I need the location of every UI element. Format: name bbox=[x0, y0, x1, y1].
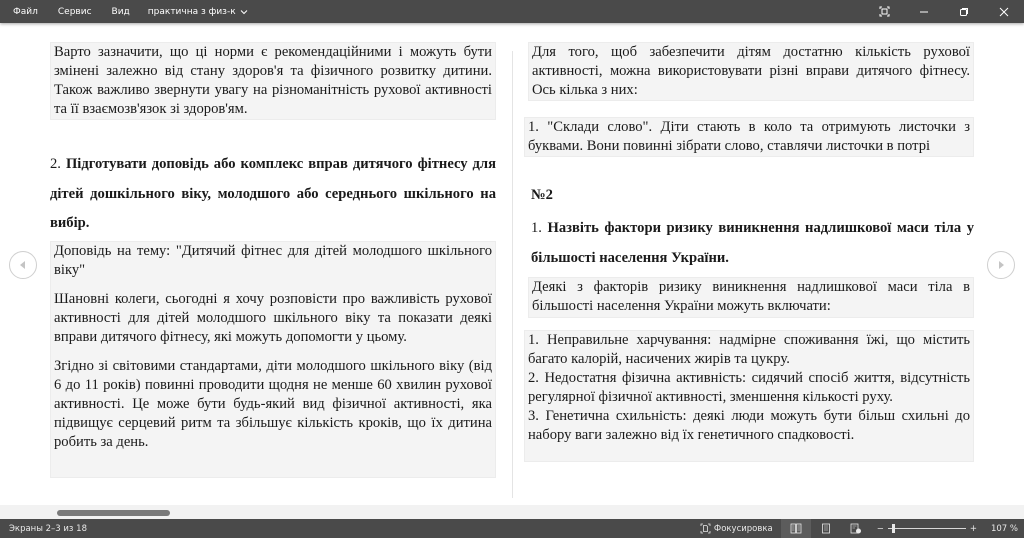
zoom-out-button[interactable]: − bbox=[876, 523, 884, 534]
triangle-left-icon bbox=[18, 260, 28, 270]
zoom-level: 107 % bbox=[990, 523, 1018, 534]
fullscreen-button[interactable] bbox=[864, 0, 904, 23]
chevron-down-icon bbox=[240, 8, 248, 16]
text-block bbox=[528, 277, 974, 318]
report-block bbox=[50, 241, 496, 478]
zoom-slider-thumb[interactable] bbox=[892, 524, 895, 533]
text-block bbox=[50, 42, 496, 120]
two-page-view-button[interactable] bbox=[781, 519, 811, 538]
paragraph: Шановні колеги, сьогодні я хочу розповісти про важливість рухової активності для дітей молодшого шкільного віку та показати деякі вправи дитячого фітнесу, які можуть допомогти у цьому. bbox=[54, 291, 492, 345]
top-menu-bar bbox=[0, 0, 1024, 23]
page-divider bbox=[512, 51, 513, 498]
list-item: 1. Неправильне харчування: надмірне споживання їжі, що містить багато калорій, насичених жирів та цукру. bbox=[528, 332, 970, 367]
document-title-dropdown[interactable] bbox=[140, 0, 258, 23]
window-controls bbox=[864, 0, 1024, 23]
heading-text: Назвіть фактори ризику виникнення надлишкової маси тіла у більшості населення України. bbox=[531, 220, 975, 266]
list-item: 3. Генетична схильність: деякі люди можуть бути більш схильні до набору ваги залежно від їх генетичного спадковості. bbox=[528, 408, 970, 443]
zoom-slider[interactable] bbox=[888, 528, 966, 529]
heading-number: 1. bbox=[531, 220, 548, 236]
focus-mode-button[interactable] bbox=[692, 519, 781, 538]
paragraph: 1. "Склади слово". Діти стають в коло та отримують листочки з буквами. Вони повинні зібрати слово, ставлячи листочки в потрі bbox=[528, 119, 970, 154]
risk-factors-list bbox=[524, 330, 974, 462]
heading-text: Підготувати доповідь або комплекс вправ дитячого фітнесу для дітей дошкільного віку, молодшого або середнього шкільного на вибір. bbox=[50, 156, 497, 231]
close-icon bbox=[999, 7, 1009, 17]
menu-file[interactable]: Файл bbox=[13, 6, 38, 17]
section-label: №2 bbox=[531, 187, 553, 203]
single-page-view-button[interactable] bbox=[811, 519, 841, 538]
paragraph: Для того, щоб забезпечити дітям достатню кількість рухової активності, можна використовувати різні вправи дитячого фітнесу. Ось кілька з них: bbox=[532, 44, 970, 98]
zoom-control bbox=[871, 524, 983, 534]
zoom-in-button[interactable]: + bbox=[969, 523, 977, 534]
text-block bbox=[528, 42, 974, 101]
paragraph: Деякі з факторів ризику виникнення надлишкової маси тіла в більшості населення України можуть включати: bbox=[532, 279, 970, 314]
task-heading bbox=[531, 213, 974, 273]
right-page bbox=[524, 23, 974, 498]
exercise-block bbox=[524, 117, 974, 157]
minimize-icon bbox=[919, 7, 929, 17]
focus-icon bbox=[700, 523, 711, 534]
paragraph: Згідно зі світовими стандартами, діти молодшого шкільного віку (від 6 до 11 років) повинні проводити щодня не менше 60 хвилин рухової активності. Це може бути будь-який вид фізичної активності, яка підвищує серцевий ритм та збільшує кількість кроків, що їх дитина робить за день. bbox=[54, 358, 492, 450]
focus-label: Фокусировка bbox=[713, 523, 773, 534]
paragraph: Варто зазначити, що ці норми є рекомендаційними і можуть бути змінені залежно від стану здоров'я та фізичного розвитку дитини. Також важливо звернути увагу на різноманітність рухової активності та її взаємозв'язок зі здоров'ям. bbox=[54, 44, 492, 117]
page-indicator: Экраны 2–3 из 18 bbox=[9, 523, 87, 534]
triangle-right-icon bbox=[996, 260, 1006, 270]
open-book-icon bbox=[790, 523, 802, 534]
page-icon bbox=[821, 523, 831, 534]
menu-service[interactable]: Сервис bbox=[57, 6, 92, 17]
previous-page-button[interactable] bbox=[9, 251, 37, 279]
horizontal-scrollbar[interactable] bbox=[0, 505, 1024, 519]
scrollbar-thumb[interactable] bbox=[57, 510, 170, 516]
paragraph: Доповідь на тему: "Дитячий фітнес для дітей молодшого шкільного віку" bbox=[54, 243, 492, 278]
left-page bbox=[50, 23, 496, 498]
restore-icon bbox=[959, 7, 969, 17]
close-button[interactable] bbox=[984, 0, 1024, 23]
document-title: практична з физ-к bbox=[147, 6, 236, 17]
web-layout-button[interactable] bbox=[841, 519, 871, 538]
reader-area bbox=[0, 23, 1024, 505]
menu-view[interactable]: Вид bbox=[111, 6, 130, 17]
heading-number: 2. bbox=[50, 156, 66, 172]
minimize-button[interactable] bbox=[904, 0, 944, 23]
status-bar bbox=[0, 519, 1024, 538]
restore-button[interactable] bbox=[944, 0, 984, 23]
fullscreen-icon bbox=[879, 6, 890, 17]
page-info-icon bbox=[850, 523, 862, 534]
next-page-button[interactable] bbox=[987, 251, 1015, 279]
list-item: 2. Недостатня фізична активність: сидячий спосіб життя, відсутність регулярної фізичної активності, зменшення кількості руху. bbox=[528, 370, 970, 405]
task-heading bbox=[50, 150, 496, 239]
